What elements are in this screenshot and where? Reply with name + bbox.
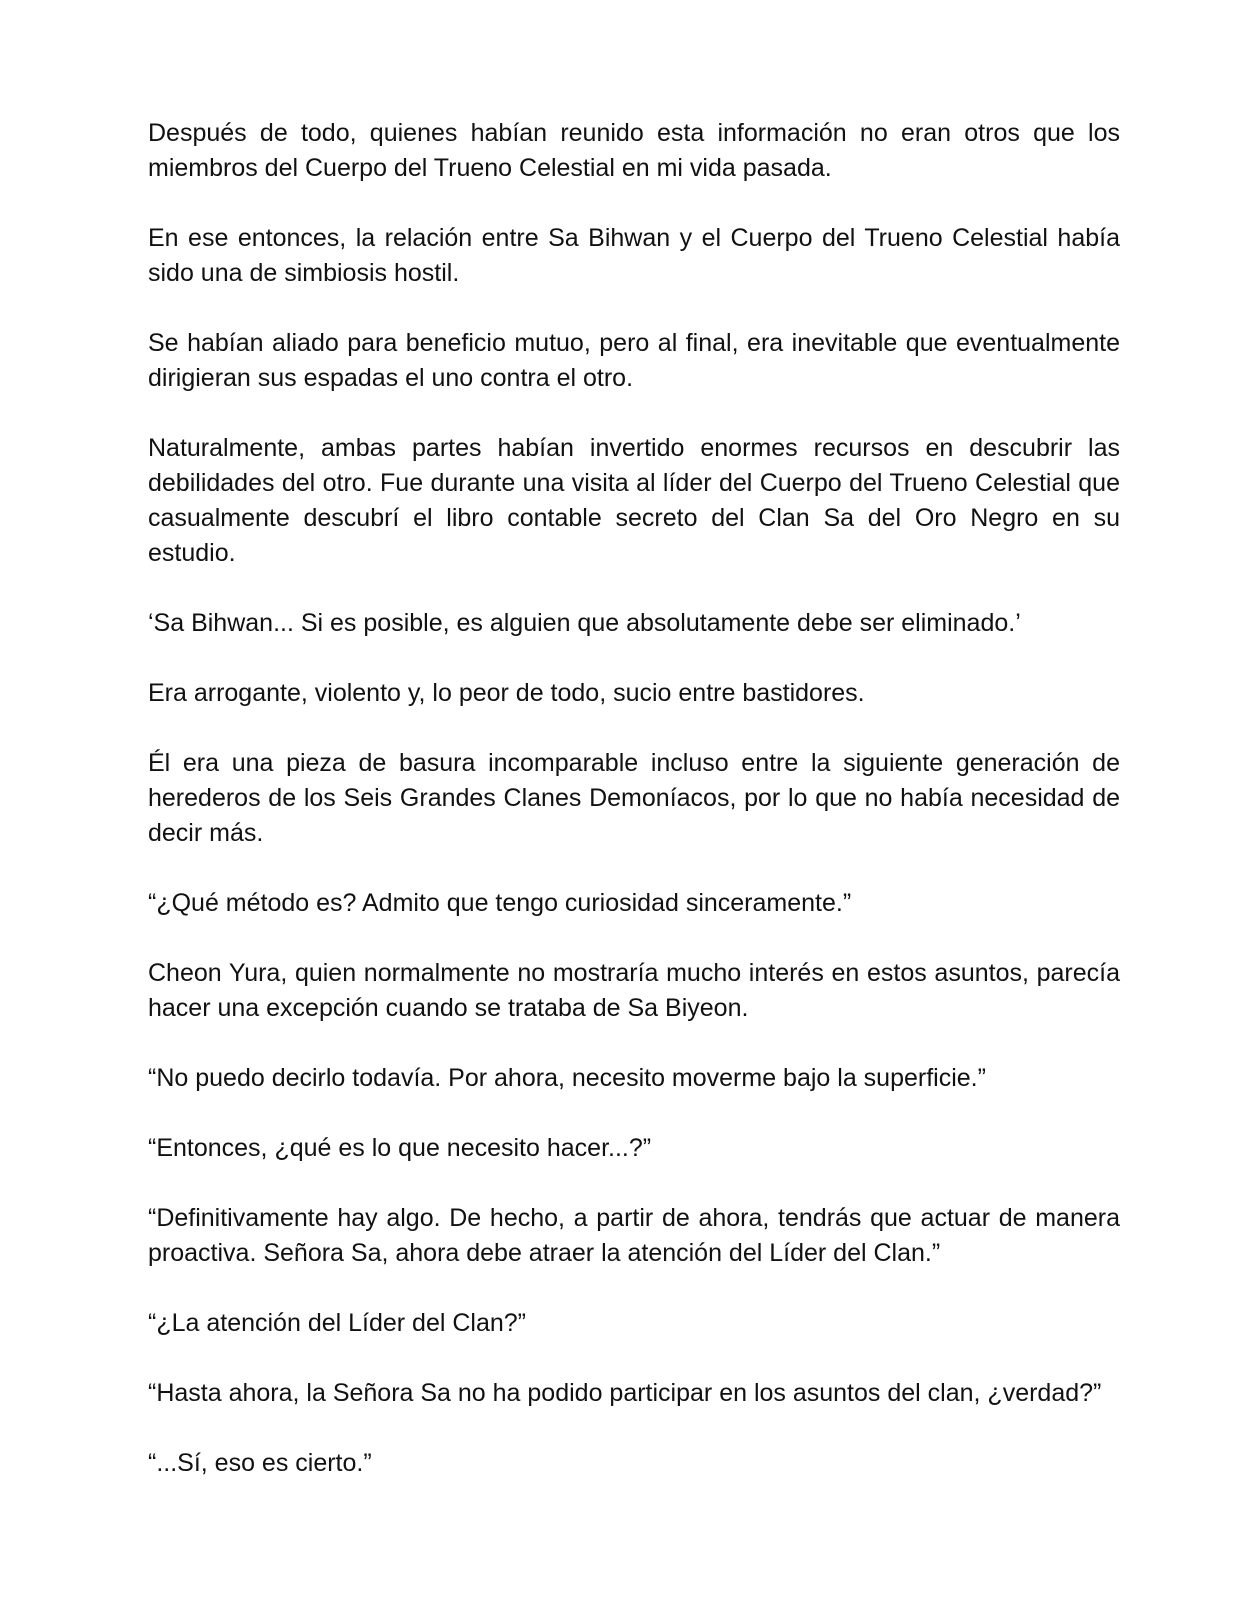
document-body — [148, 116, 1120, 1481]
paragraph: Era arrogante, violento y, lo peor de todo, sucio entre bastidores. — [148, 679, 865, 707]
paragraph: Después de todo, quienes habían reunido esta información no eran otros que los miembros del Cuerpo del Trueno Celestial en mi vida pasada. — [148, 119, 1120, 182]
paragraph: “...Sí, eso es cierto.” — [148, 1449, 372, 1477]
paragraph: Se habían aliado para beneficio mutuo, pero al final, era inevitable que eventualmente dirigieran sus espadas el uno contra el otro. — [148, 329, 1120, 392]
paragraph: ‘Sa Bihwan... Si es posible, es alguien que absolutamente debe ser eliminado.’ — [148, 609, 1021, 637]
paragraph: “¿La atención del Líder del Clan?” — [148, 1309, 527, 1337]
paragraph: “Definitivamente hay algo. De hecho, a partir de ahora, tendrás que actuar de manera proactiva. Señora Sa, ahora debe atraer la atención del Líder del Clan.” — [148, 1204, 1120, 1267]
paragraph: Naturalmente, ambas partes habían invertido enormes recursos en descubrir las debilidades del otro. Fue durante una visita al líder del Cuerpo del Trueno Celestial que casualmente descubrí el libro contable secreto del Clan Sa del Oro Negro en su estudio. — [148, 434, 1120, 567]
paragraph: Él era una pieza de basura incomparable incluso entre la siguiente generación de herederos de los Seis Grandes Clanes Demoníacos, por lo que no había necesidad de decir más. — [148, 749, 1120, 847]
paragraph: “Entonces, ¿qué es lo que necesito hacer...?” — [148, 1134, 652, 1162]
paragraph: Cheon Yura, quien normalmente no mostraría mucho interés en estos asuntos, parecía hacer una excepción cuando se trataba de Sa Biyeon. — [148, 959, 1120, 1022]
paragraph: En ese entonces, la relación entre Sa Bihwan y el Cuerpo del Trueno Celestial había sido una de simbiosis hostil. — [148, 224, 1120, 287]
paragraph: “Hasta ahora, la Señora Sa no ha podido participar en los asuntos del clan, ¿verdad?” — [148, 1379, 1102, 1407]
paragraph: “No puedo decirlo todavía. Por ahora, necesito moverme bajo la superficie.” — [148, 1064, 986, 1092]
paragraph: “¿Qué método es? Admito que tengo curiosidad sinceramente.” — [148, 889, 852, 917]
